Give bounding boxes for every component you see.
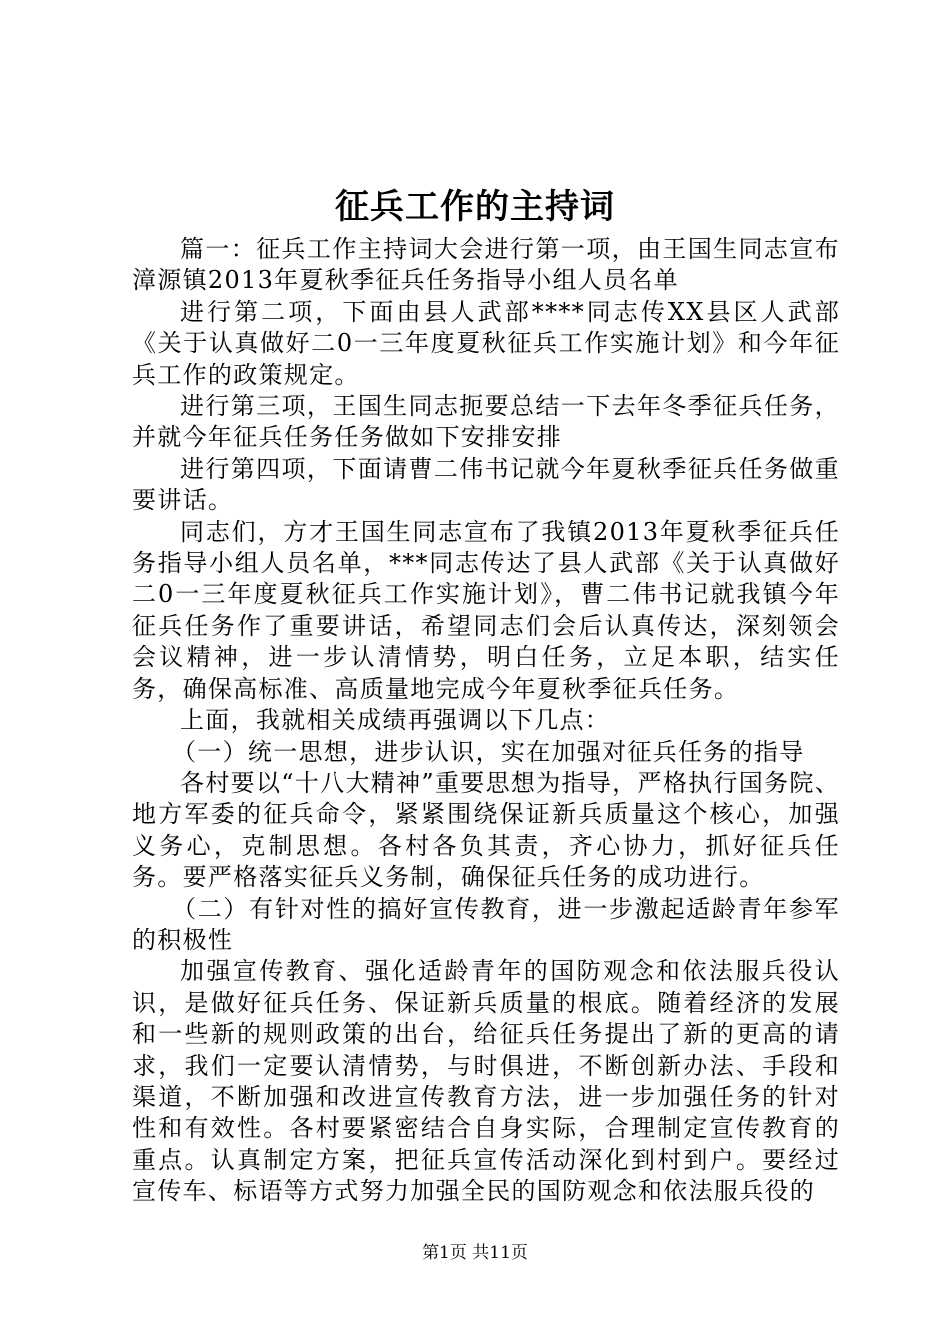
paragraph-8: 加强宣传教育、强化适龄青年的国防观念和依法服兵役认识，是做好征兵任务、保证新兵质量的根底。随着经济的发展和一些新的规则政策的出台，给征兵任务提出了新的更高的请求，我们一定要认清情势，与时俱进，不断创新办法、手段和渠道，不断加强和改进宣传教育方法，进一步加强任务的针对性和有效性。各村要紧密结合自身实际，合理制定宣传教育的重点。认真制定方案，把征兵宣传活动深化到村到户。要经过宣传车、标语等方式努力加强全民的国防观念和依法服兵役的 (132, 957, 840, 1206)
paragraph-2: 进行第二项，下面由县人武部****同志传XX县区人武部《关于认真做好二0一三年度夏秋征兵工作实施计划》和今年征兵工作的政策规定。 (132, 297, 840, 389)
paragraph-1: 篇一：征兵工作主持词大会进行第一项，由王国生同志宣布漳源镇2013年夏秋季征兵任务指导小组人员名单 (132, 235, 840, 295)
paragraph-4: 进行第四项，下面请曹二伟书记就今年夏秋季征兵任务做重要讲话。 (132, 454, 840, 515)
section-heading-2: （二）有针对性的搞好宣传教育，进一步激起适龄青年参军的积极性 (132, 894, 840, 954)
document-title: 征兵工作的主持词 (335, 187, 615, 227)
paragraph-5: 同志们，方才王国生同志宣布了我镇2013年夏秋季征兵任务指导小组人员名单，***同志传达了县人武部《关于认真做好二0一三年度夏秋征兵工作实施计划》，曹二伟书记就我镇今年征兵任务作了重要讲话，希望同志们会后认真传达，深刻领会会议精神，进一步认清情势，明白任务，立足本职，结实任务，确保高标准、高质量地完成今年夏秋季征兵任务。 (132, 517, 840, 703)
document-body (132, 234, 840, 1208)
section-heading-1: （一）统一思想，进步认识，实在加强对征兵任务的指导 (172, 737, 805, 766)
paragraph-6: 上面，我就相关成绩再强调以下几点： (180, 706, 611, 735)
page-footer: 第1页 共11页 (422, 1243, 528, 1263)
paragraph-3: 进行第三项，王国生同志扼要总结一下去年冬季征兵任务，并就今年征兵任务任务做如下安排安排 (132, 392, 840, 452)
paragraph-7: 各村要以“十八大精神”重要思想为指导，严格执行国务院、地方军委的征兵命令，紧紧围绕保证新兵质量这个核心，加强义务心，克制思想。各村各负其责，齐心协力，抓好征兵任务。要严格落实征兵义务制，确保征兵任务的成功进行。 (132, 768, 840, 892)
